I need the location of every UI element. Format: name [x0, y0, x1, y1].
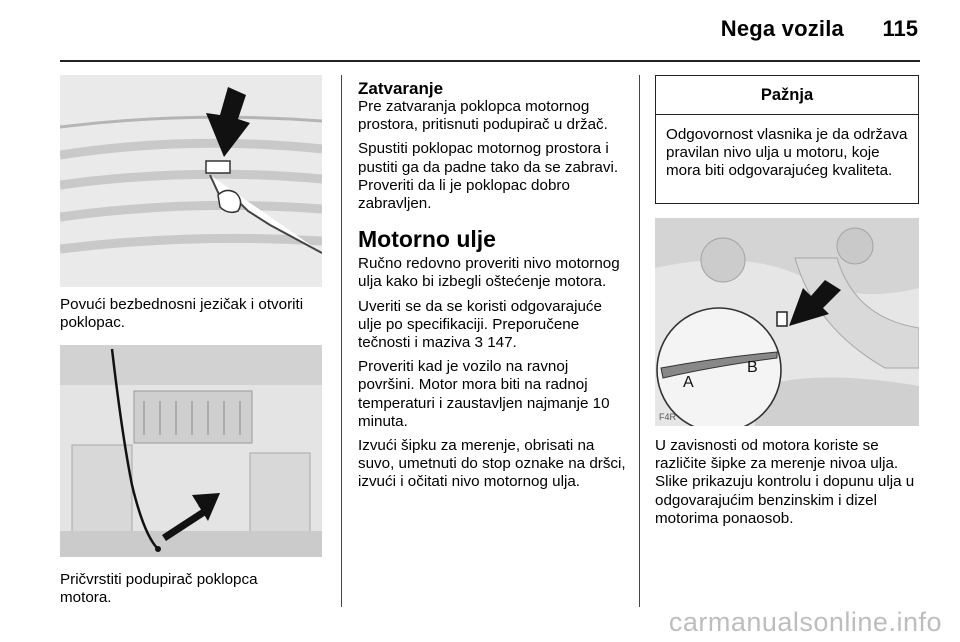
paragraph-closing-1: Pre zatvaranja poklopca motornog prostora, pritisnuti podupirač u držač. [358, 98, 608, 134]
figure-hood-prop [60, 345, 322, 557]
caption-hood-release: Povući bezbednosni jezičak i otvoriti poklopac. [60, 296, 304, 332]
paragraph-oil-3: Proveriti kad je vozilo na ravnoj površini. Motor mora biti na radnoj temperaturi i zaustavljen najmanje 10 minuta. [358, 358, 610, 430]
paragraph-oil-4: Izvući šipku za merenje, obrisati na suvo, umetnuti do stop oznake na dršci, izvući i očitati nivo motornog ulja. [358, 437, 626, 491]
label-a: A [683, 374, 694, 391]
caution-title: Pažnja [656, 76, 918, 115]
figure-code: F4R [659, 412, 677, 422]
page-reference-icon: 3 [474, 334, 483, 352]
figure-dipstick [655, 218, 919, 426]
column-divider-2 [639, 75, 640, 607]
paragraph-dipsticks: U zavisnosti od motora koriste se različite šipke za merenje nivoa ulja. Slike prikazuju kontrolu i dopunu ulja u odgovarajućim benzinskim i dizel motorima ponaosob. [655, 437, 915, 527]
caution-box [655, 75, 919, 204]
heading-engine-oil: Motorno ulje [358, 226, 496, 253]
paragraph-closing-2: Spustiti poklopac motornog prostora i pustiti ga da padne tako da se zabravi. Proveriti da li je poklopac dobro zabravljen. [358, 140, 619, 213]
caution-text: Odgovornost vlasnika je da održava pravilan nivo ulja u motoru, koje mora biti odgovarajućeg kvaliteta. [666, 126, 908, 180]
figure-hood-release [60, 75, 322, 287]
header-rule [60, 60, 920, 62]
paragraph-oil-2 [358, 298, 626, 353]
paragraph-oil-2-text: Uveriti se da se koristi odgovarajuće ulje po specifikaciji. Preporučene tečnosti i maziva [358, 297, 602, 352]
column-2-text [358, 79, 626, 498]
page-number: 115 [882, 16, 918, 41]
subheading-closing: Zatvaranje [358, 79, 444, 98]
section-title: Nega vozila [720, 16, 844, 41]
watermark: carmanualsonline.info [668, 607, 942, 637]
column-divider-1 [341, 75, 342, 607]
page-reference[interactable]: 147. [487, 334, 517, 352]
paragraph-oil-1: Ručno redovno proveriti nivo motornog ulja kako bi izbegli oštećenje motora. [358, 255, 620, 291]
label-b: B [747, 359, 758, 376]
caption-hood-prop: Pričvrstiti podupirač poklopca motora. [60, 571, 258, 607]
